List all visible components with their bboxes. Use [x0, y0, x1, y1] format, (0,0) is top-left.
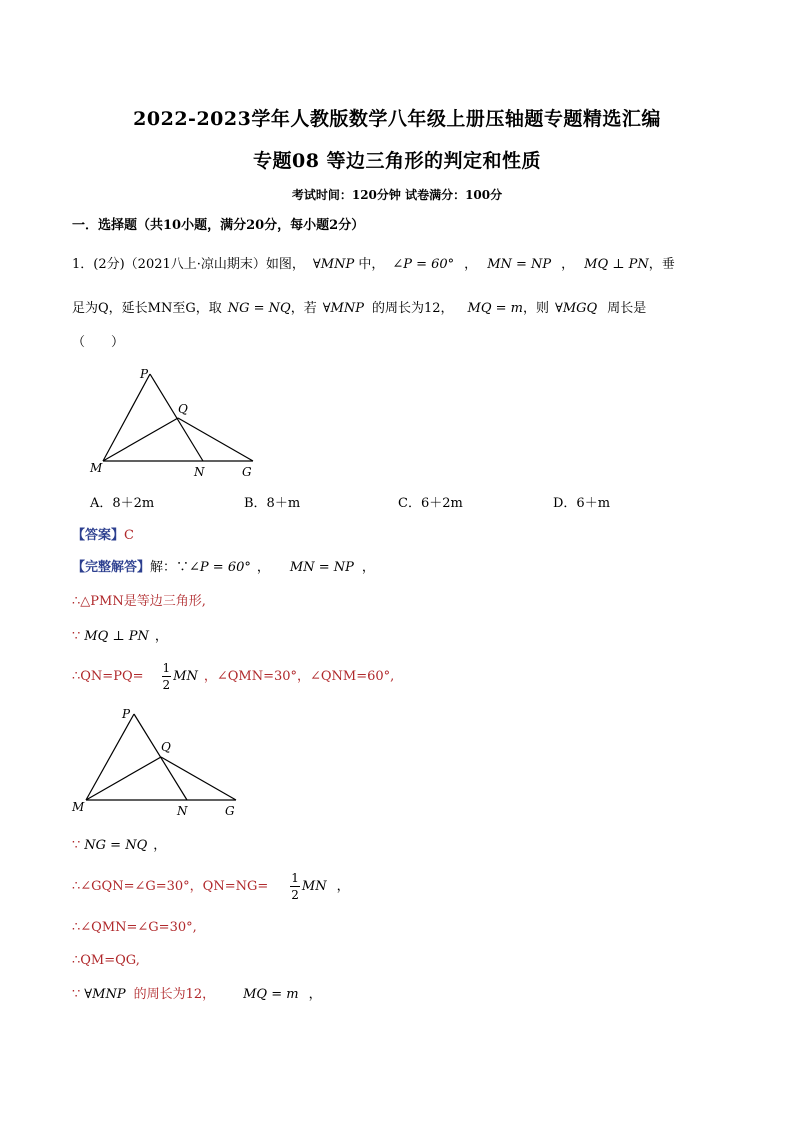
- question-text: 周长是: [607, 301, 647, 316]
- exam-info: 考试时间：120分钟 试卷满分：100分: [291, 188, 503, 202]
- question-line-2: [72, 301, 646, 317]
- separator: ，: [464, 257, 478, 272]
- math-mn: MN: [301, 878, 327, 894]
- question-text: ，则: [522, 301, 549, 316]
- answer-value: C: [124, 528, 134, 543]
- question-text: ，若: [290, 301, 317, 316]
- label-m: M: [90, 461, 103, 475]
- label-n: N: [194, 465, 205, 479]
- solution-step-2: [72, 629, 168, 645]
- math-triangle-mnp: ∀MNP: [312, 257, 355, 272]
- segment-mp: [86, 714, 134, 800]
- math-mn: MN: [173, 668, 198, 684]
- separator: ，: [153, 838, 167, 853]
- solution-step-1: ∴△PMN是等边三角形,: [72, 594, 206, 609]
- fraction-denominator: 2: [162, 678, 171, 692]
- triangle-diagram: [80, 362, 270, 482]
- segment-mq: [86, 757, 161, 800]
- solution-step-3: [72, 662, 394, 691]
- segment-pn: [150, 374, 203, 461]
- solution-step-4: [72, 838, 166, 854]
- triangle-diagram-solution: [62, 700, 252, 822]
- separator: ，: [308, 987, 322, 1002]
- math-angle-p: ∠P = 60°: [392, 257, 455, 272]
- solution-text: ，∠QMN=30°，∠QNM=60°,: [203, 668, 395, 684]
- fraction-denominator: 2: [291, 888, 299, 902]
- solution-text: ∴QN=PQ=: [72, 668, 144, 684]
- solution-text: 的周长为12，: [133, 987, 216, 1002]
- math-mn-np: MN = NP: [487, 257, 552, 272]
- math-mq-perp-pn: MQ ⊥ PN: [84, 629, 149, 644]
- fraction-numerator: 1: [162, 661, 171, 675]
- math-ng-nq: NG = NQ: [227, 301, 291, 316]
- fraction-half: [290, 872, 300, 901]
- separator: ，: [256, 560, 270, 575]
- label-q: Q: [178, 402, 188, 416]
- diagram-lines: [103, 374, 253, 461]
- document-title: 2022-2023学年人教版数学八年级上册压轴题专题精选汇编: [133, 108, 661, 130]
- label-p: P: [140, 367, 149, 381]
- separator: ，: [361, 560, 375, 575]
- section-heading: 一．选择题（共10小题，满分20分，每小题2分）: [72, 218, 365, 233]
- solution-text: ∵: [72, 629, 81, 644]
- label-g: G: [242, 465, 252, 479]
- math-triangle-mnp: ∀MNP: [84, 987, 126, 1002]
- math-triangle-mgq: ∀MGQ: [555, 301, 598, 316]
- solution-step-5: [72, 872, 350, 901]
- math-triangle-mnp: ∀MNP: [322, 301, 364, 316]
- document-subtitle: 专题08 等边三角形的判定和性质: [252, 150, 542, 172]
- solution-text: ∵: [72, 987, 81, 1002]
- solution-label: 【完整解答】: [72, 560, 151, 575]
- fraction-numerator: 1: [291, 871, 299, 885]
- answer-blank: （ ）: [72, 335, 125, 350]
- separator: ，: [154, 629, 168, 644]
- option-c: C．6＋2m: [398, 496, 463, 511]
- math-ng-nq: NG = NQ: [84, 838, 148, 853]
- answer-label: 【答案】: [72, 528, 125, 543]
- fraction-half: [162, 662, 172, 691]
- label-n: N: [177, 804, 188, 818]
- math-mq-m: MQ = m: [467, 301, 523, 316]
- label-q: Q: [161, 740, 171, 754]
- question-text: 足为Q，延长MN至G，取: [72, 301, 222, 316]
- math-mq-m: MQ = m: [243, 987, 299, 1002]
- answer-line: [72, 528, 134, 544]
- label-g: G: [225, 804, 235, 818]
- question-text: ，垂: [648, 257, 675, 272]
- solution-line-1: [72, 560, 375, 576]
- option-d: D．6＋m: [553, 496, 611, 511]
- question-text: 中，: [354, 257, 385, 272]
- option-b: B．8＋m: [244, 496, 301, 511]
- solution-step-6: ∴∠QMN=∠G=30°,: [72, 920, 197, 935]
- solution-text: ∴∠GQN=∠G=30°，QN=NG=: [72, 878, 269, 894]
- math-mq-perp-pn: MQ ⊥ PN: [584, 257, 649, 272]
- solution-step-8: [72, 987, 322, 1003]
- solution-text: ∵: [72, 838, 81, 853]
- math-angle-p: ∠P = 60°: [189, 560, 251, 575]
- question-text: 1．(2分)（2021八上·凉山期末）如图，: [72, 257, 305, 272]
- label-m: M: [72, 800, 85, 814]
- question-text: 的周长为12，: [371, 301, 454, 316]
- math-mn-np: MN = NP: [289, 560, 354, 575]
- segment-qg: [161, 757, 236, 800]
- diagram-lines: [86, 714, 236, 800]
- question-line-1: [72, 257, 675, 273]
- solution-step-7: ∴QM=QG,: [72, 953, 140, 968]
- label-p: P: [122, 707, 131, 721]
- solution-text: 解：∵: [150, 560, 190, 575]
- separator: ，: [336, 878, 350, 894]
- separator: ，: [561, 257, 575, 272]
- option-a: A．8＋2m: [90, 496, 155, 511]
